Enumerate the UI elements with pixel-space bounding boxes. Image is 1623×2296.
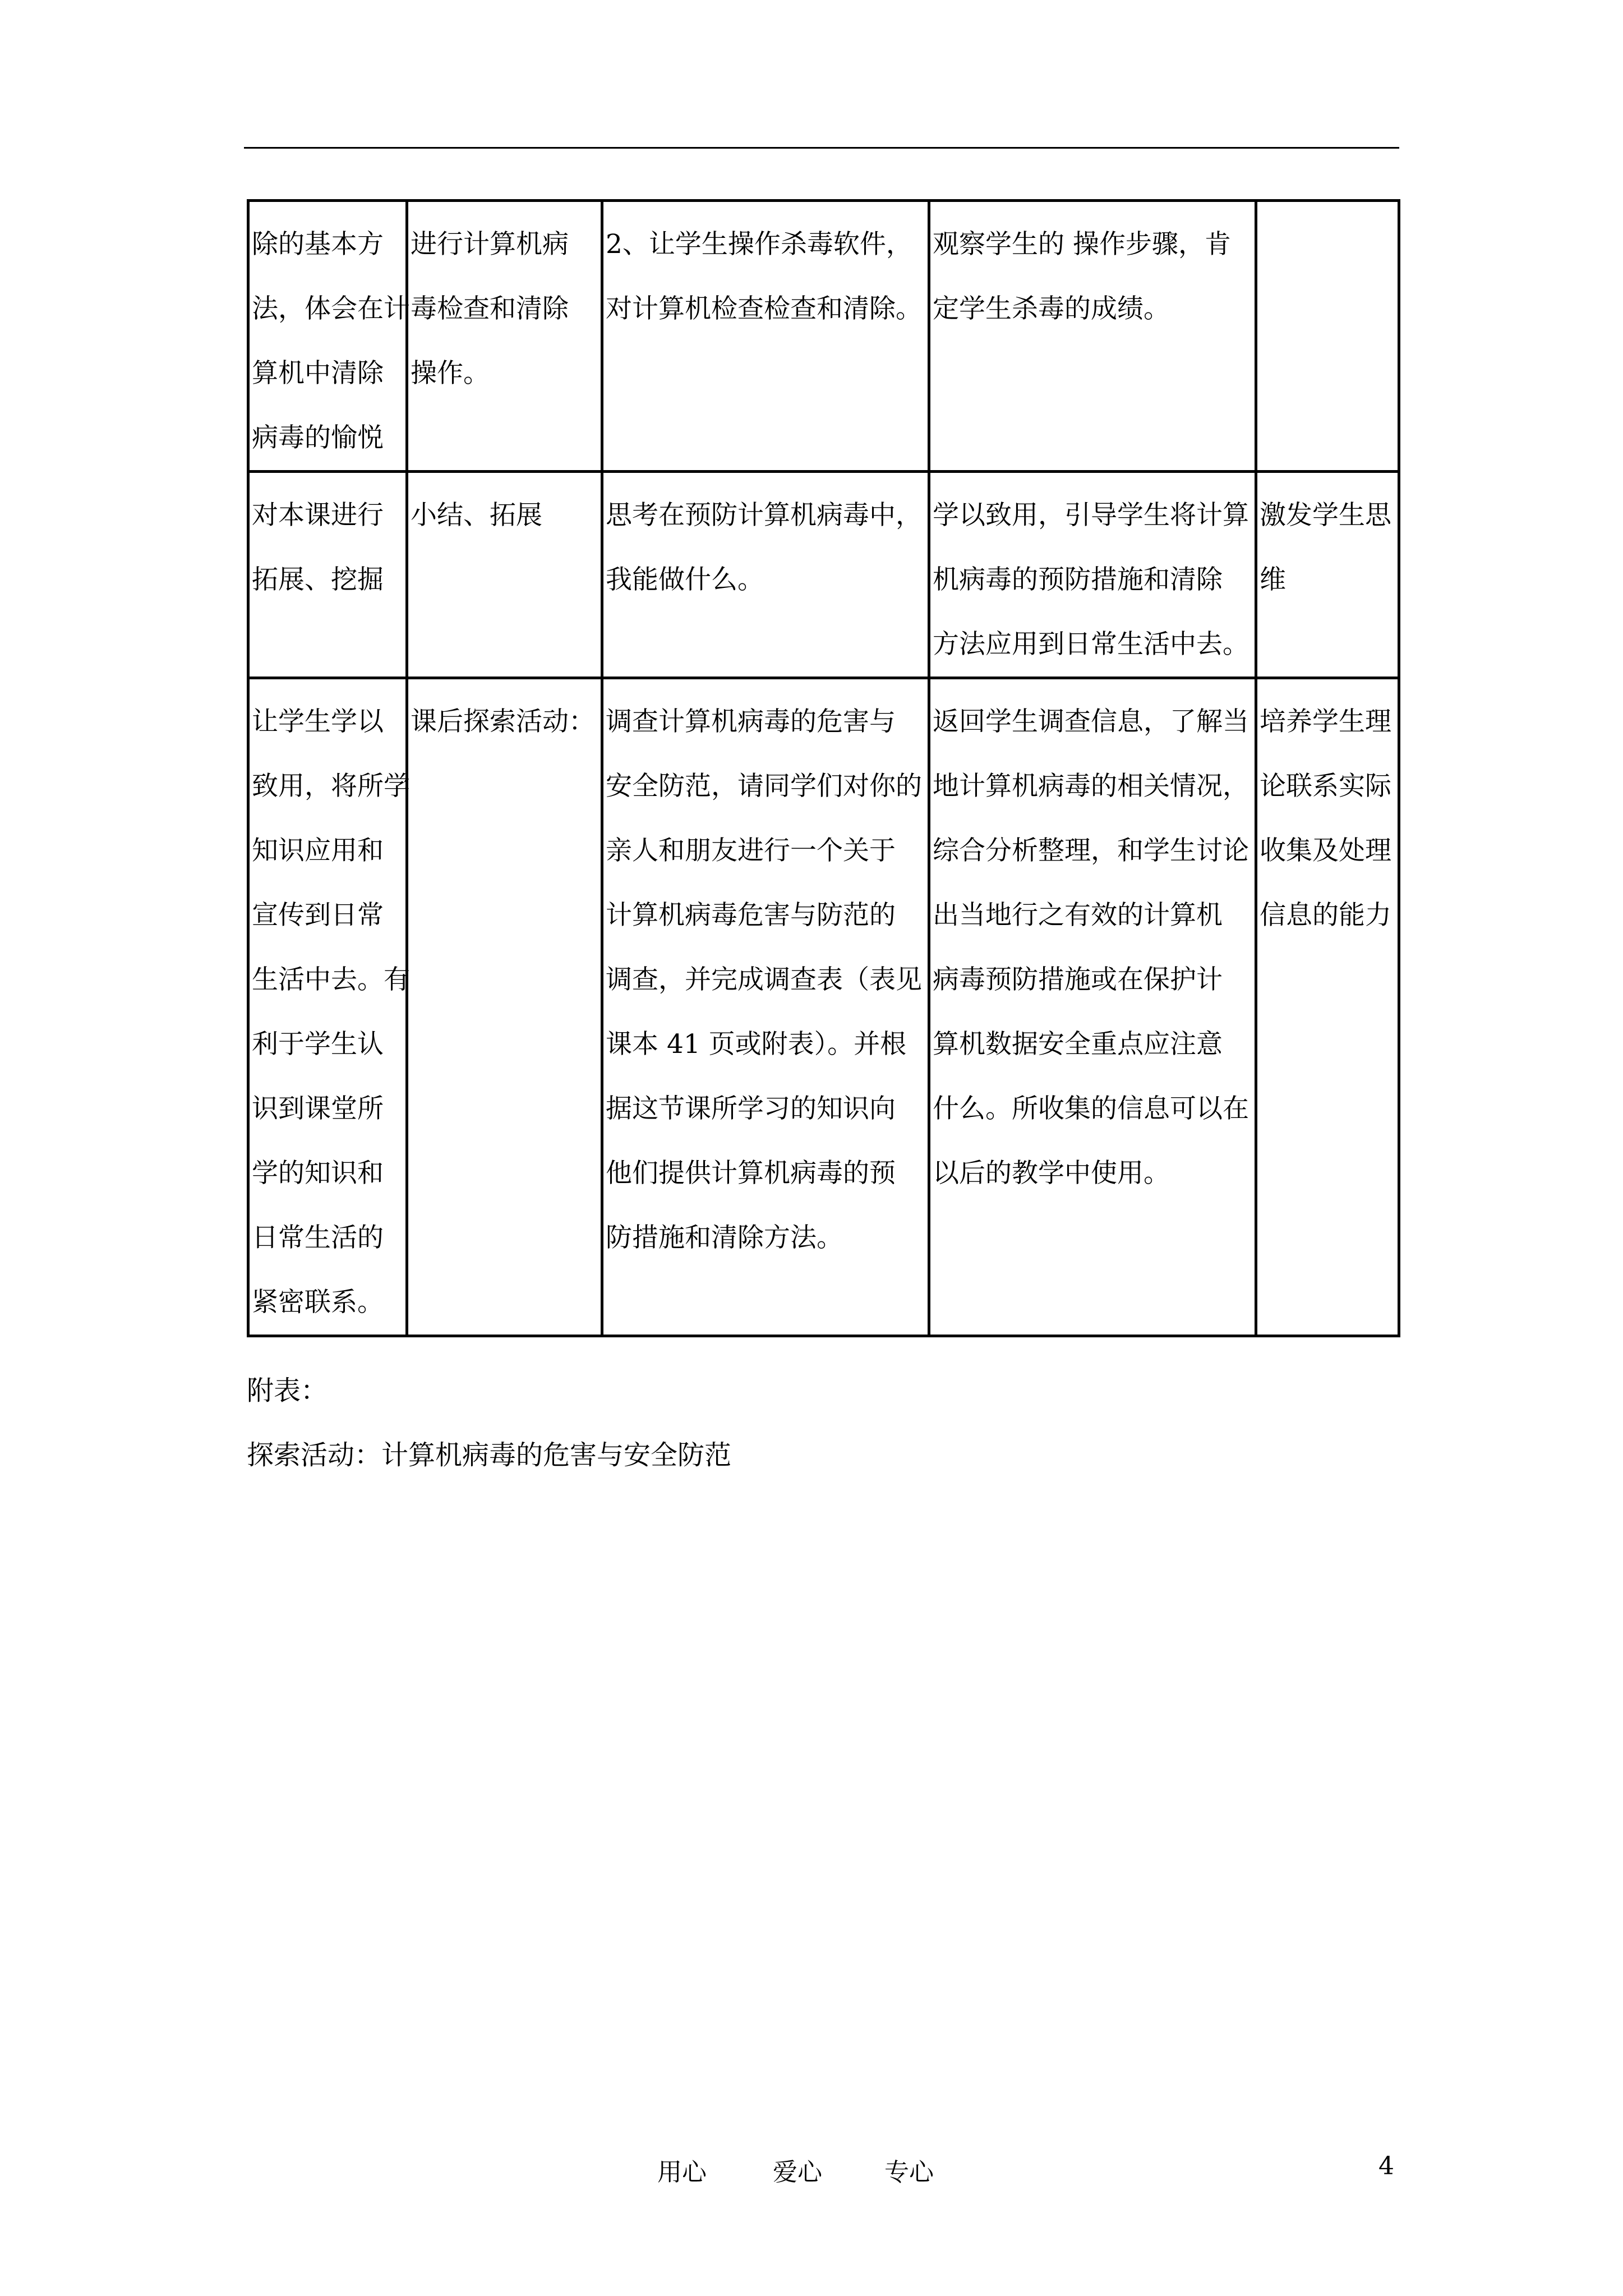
annex-label: 附表： xyxy=(247,1375,328,1406)
cell-text-line: 他们提供计算机病毒的预 xyxy=(606,1158,896,1189)
table-cell xyxy=(929,201,1256,472)
cell-text-line: 思考在预防计算机病毒中， xyxy=(606,500,922,531)
table-cell xyxy=(1256,678,1399,1336)
footer-motto-3: 专心 xyxy=(884,2158,934,2187)
header-rule xyxy=(244,147,1399,149)
cell-text-line: 维 xyxy=(1260,564,1286,595)
cell-text-line: 日常生活的 xyxy=(252,1222,384,1253)
cell-text-line: 地计算机病毒的相关情况， xyxy=(933,771,1249,802)
cell-text-line: 进行计算机病 xyxy=(411,229,569,260)
footer-motto-2: 爱心 xyxy=(773,2158,822,2187)
cell-text-line: 激发学生思 xyxy=(1260,500,1391,531)
cell-text-line: 学的知识和 xyxy=(252,1158,384,1189)
cell-text-line: 防措施和清除方法。 xyxy=(606,1222,843,1253)
cell-text-line: 方法应用到日常生活中去。 xyxy=(933,629,1249,660)
cell-text-line: 收集及处理 xyxy=(1260,835,1391,866)
cell-text-line: 课后探索活动： xyxy=(411,706,595,737)
cell-text-line: 致用，将所学 xyxy=(252,771,410,802)
cell-text-line: 宣传到日常 xyxy=(252,900,384,931)
cell-text-line: 对计算机检查检查和清除。 xyxy=(606,293,922,324)
table-row xyxy=(248,201,1399,472)
table-cell xyxy=(407,201,602,472)
cell-text-line: 出当地行之有效的计算机 xyxy=(933,900,1223,931)
cell-text-line: 利于学生认 xyxy=(252,1029,384,1060)
cell-text-line: 课本 41 页或附表）。并根 xyxy=(606,1029,907,1060)
cell-text-line: 返回学生调查信息，了解当 xyxy=(933,706,1249,737)
cell-text-line: 学以致用，引导学生将计算 xyxy=(933,500,1249,531)
cell-text-line: 毒检查和清除 xyxy=(411,293,569,324)
table-cell xyxy=(1256,201,1399,472)
cell-text-line: 计算机病毒危害与防范的 xyxy=(606,900,896,931)
table-cell xyxy=(602,201,929,472)
lesson-plan-table xyxy=(247,199,1400,1337)
cell-text-line: 生活中去。有 xyxy=(252,964,410,995)
cell-text-line: 操作。 xyxy=(411,358,490,389)
cell-text-line: 定学生杀毒的成绩。 xyxy=(933,293,1170,324)
table-row xyxy=(248,472,1399,678)
table-cell xyxy=(929,472,1256,678)
table-cell xyxy=(407,678,602,1336)
cell-text-line: 调查，并完成调查表（表见 xyxy=(606,964,922,995)
cell-text-line: 信息的能力 xyxy=(1260,900,1391,931)
cell-text-line: 除的基本方 xyxy=(252,229,384,260)
page-number: 4 xyxy=(1378,2152,1394,2180)
cell-text-line: 识到课堂所 xyxy=(252,1093,384,1124)
footer-motto-1: 用心 xyxy=(657,2158,707,2187)
cell-text-line: 综合分析整理，和学生讨论 xyxy=(933,835,1249,866)
cell-text-line: 培养学生理 xyxy=(1260,706,1391,737)
cell-text-line: 调查计算机病毒的危害与 xyxy=(606,706,896,737)
cell-text-line: 对本课进行 xyxy=(252,500,384,531)
cell-text-line: 据这节课所学习的知识向 xyxy=(606,1093,896,1124)
cell-text-line: 亲人和朋友进行一个关于 xyxy=(606,835,896,866)
cell-text-line: 机病毒的预防措施和清除 xyxy=(933,564,1223,595)
cell-text-line: 安全防范，请同学们对你的 xyxy=(606,771,922,802)
cell-text-line: 论联系实际 xyxy=(1260,771,1391,802)
table-cell xyxy=(929,678,1256,1336)
cell-text-line: 拓展、挖掘 xyxy=(252,564,384,595)
table-cell xyxy=(248,678,410,1336)
annex-title: 探索活动：计算机病毒的危害与安全防范 xyxy=(247,1439,732,1471)
table-cell xyxy=(248,472,407,678)
table-cell xyxy=(602,472,929,678)
cell-text-line: 我能做什么。 xyxy=(606,564,764,595)
cell-text-line: 让学生学以 xyxy=(252,706,384,737)
cell-text-line: 算机中清除 xyxy=(252,358,384,389)
table-cell xyxy=(248,201,410,472)
cell-text-line: 小结、拓展 xyxy=(411,500,542,531)
table-cell xyxy=(602,678,929,1336)
cell-text-line: 紧密联系。 xyxy=(252,1287,384,1318)
table-cell xyxy=(1256,472,1399,678)
cell-text-line: 观察学生的 操作步骤，肯 xyxy=(933,229,1231,260)
cell-text-line: 病毒的愉悦 xyxy=(252,422,384,453)
cell-text-line: 知识应用和 xyxy=(252,835,384,866)
table-cell xyxy=(407,472,602,678)
cell-text-line: 算机数据安全重点应注意 xyxy=(933,1029,1223,1060)
cell-text-line: 2、让学生操作杀毒软件， xyxy=(606,229,912,260)
cell-text-line: 以后的教学中使用。 xyxy=(933,1158,1170,1189)
cell-text-line: 什么。所收集的信息可以在 xyxy=(933,1093,1249,1124)
table-row xyxy=(248,678,1399,1336)
cell-text-line: 法，体会在计 xyxy=(252,293,410,324)
cell-text-line: 病毒预防措施或在保护计 xyxy=(933,964,1223,995)
